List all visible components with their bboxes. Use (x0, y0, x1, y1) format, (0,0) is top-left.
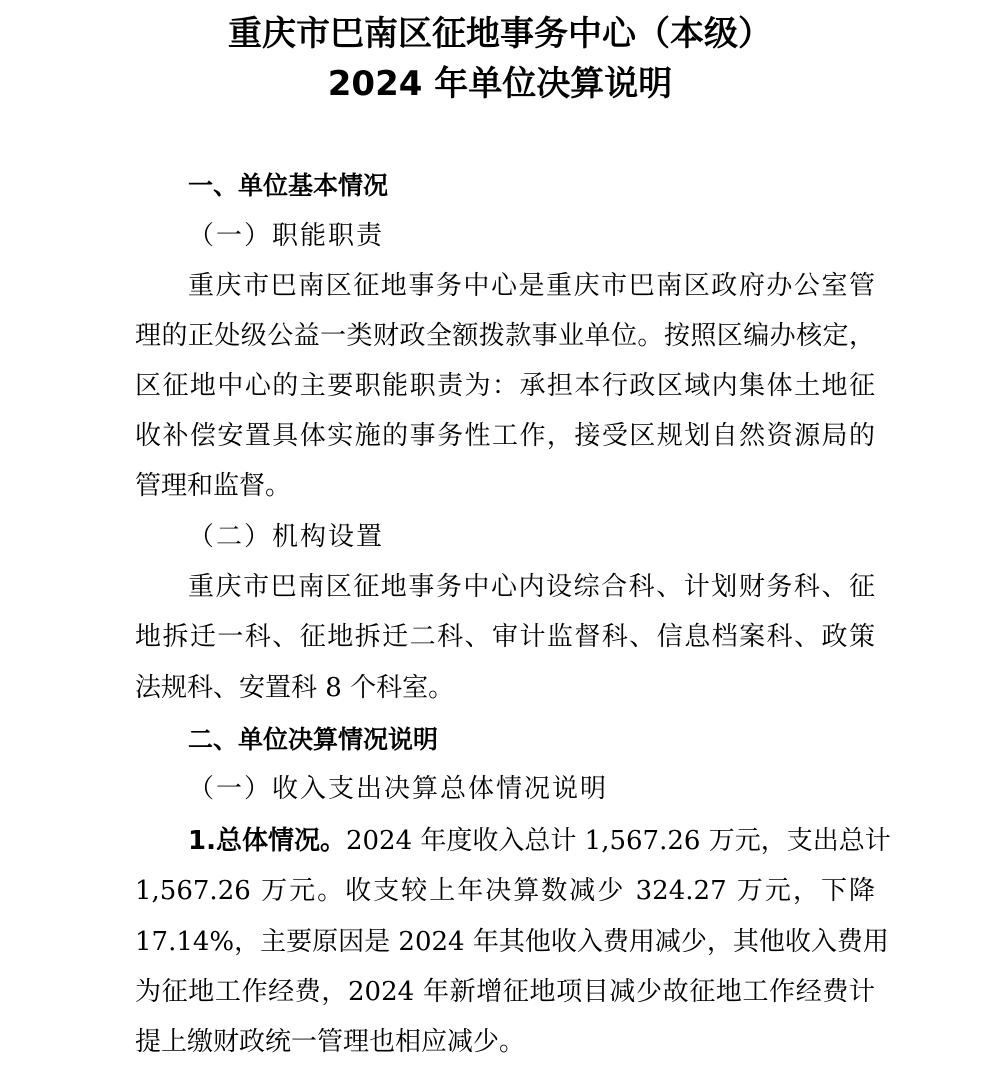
subheading-income-expenditure: （一）收入支出决算总体情况说明 (188, 774, 609, 804)
paragraph-lead-rest: 2024 年度收入总计 1,567.26 万元，支出总计 (345, 826, 891, 856)
paragraph-line: 区征地中心的主要职能职责为：承担本行政区域内集体土地征 (135, 371, 875, 401)
paragraph-line: 1,567.26 万元。收支较上年决算数减少 324.27 万元，下降 (135, 876, 875, 906)
document-title-line1: 重庆市巴南区征地事务中心（本级） (228, 14, 772, 54)
section-heading-final-accounts: 二、单位决算情况说明 (188, 725, 439, 754)
paragraph-line (188, 823, 891, 859)
paragraph-line: 提上缴财政统一管理也相应减少。 (135, 1027, 526, 1057)
paragraph-line: 为征地工作经费，2024 年新增征地项目减少故征地工作经费计 (135, 977, 875, 1007)
paragraph-line: 重庆市巴南区征地事务中心内设综合科、计划财务科、征 (188, 572, 875, 602)
section-heading-basic-info: 一、单位基本情况 (188, 171, 389, 200)
paragraph-line: 管理和监督。 (135, 471, 292, 501)
paragraph-lead: 1.总体情况。 (188, 826, 346, 856)
paragraph-line: 法规科、安置科 8 个科室。 (135, 673, 455, 703)
paragraph-line: 17.14%，主要原因是 2024 年其他收入费用减少，其他收入费用 (135, 927, 889, 957)
subheading-functions: （一）职能职责 (188, 221, 385, 251)
paragraph-line: 理的正处级公益一类财政全额拨款事业单位。按照区编办核定， (135, 321, 875, 351)
paragraph-line: 地拆迁一科、征地拆迁二科、审计监督科、信息档案科、政策 (135, 622, 875, 652)
subheading-organization: （二）机构设置 (188, 522, 385, 552)
document-title-line2: 2024 年单位决算说明 (327, 64, 673, 104)
paragraph-line: 收补偿安置具体实施的事务性工作，接受区规划自然资源局的 (135, 421, 875, 451)
paragraph-line: 重庆市巴南区征地事务中心是重庆市巴南区政府办公室管 (188, 271, 875, 301)
